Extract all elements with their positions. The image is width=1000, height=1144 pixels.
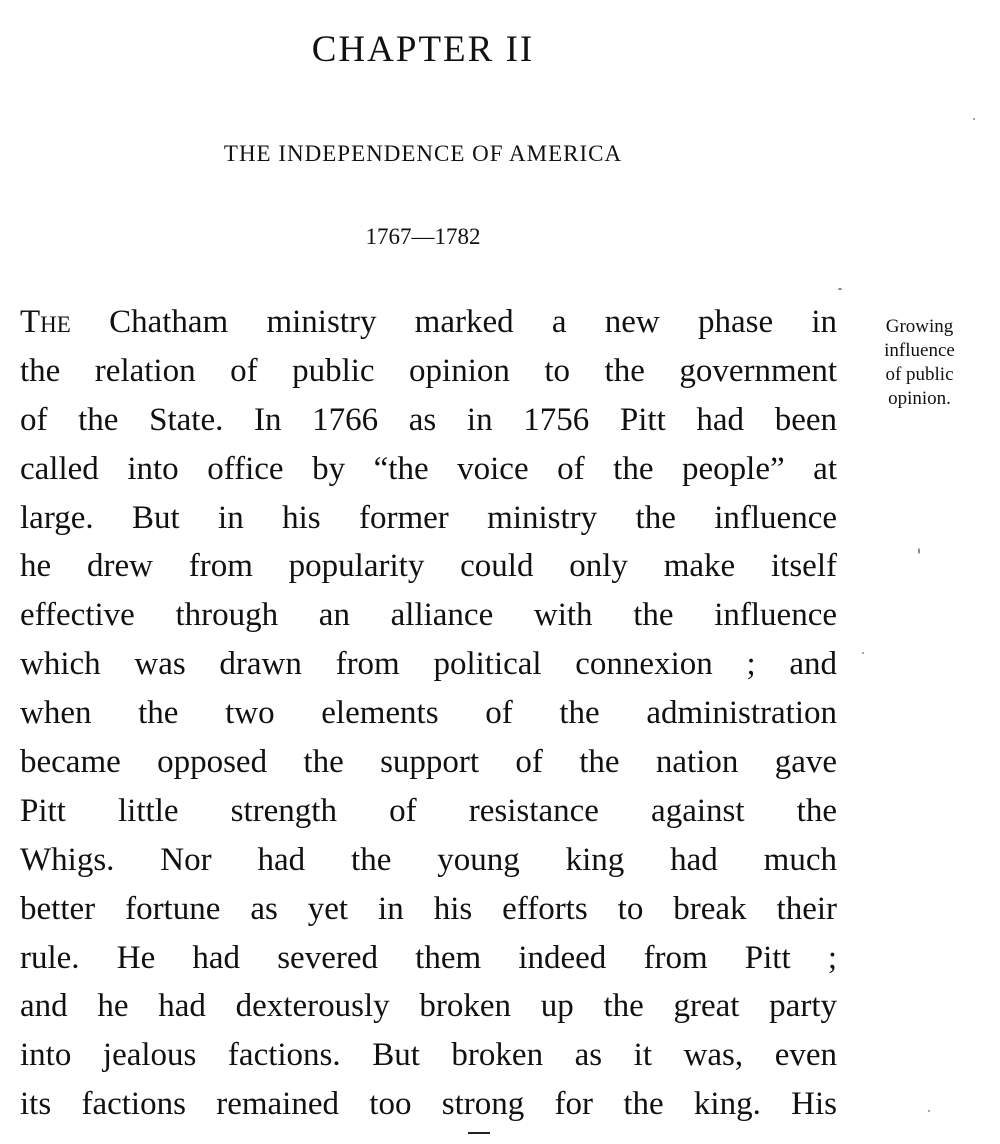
margin-note-line: influence [884, 340, 955, 361]
margin-note-line: Growing [885, 316, 954, 337]
scan-speck [862, 652, 864, 654]
scan-speck [918, 548, 920, 554]
chapter-dates: 1767—1782 [365, 224, 481, 249]
text-line: called into office by “the voice of the people” at [20, 450, 837, 487]
margin-note-line: opinion. [888, 388, 951, 409]
first-line-rest: Chatham ministry marked a new phase in [70, 304, 837, 340]
text-line: became opposed the support of the nation gave [20, 744, 837, 781]
margin-note [852, 315, 987, 411]
text-line: its factions remained too strong for the king. His [20, 1086, 837, 1123]
text-line: of the State. In 1766 as in 1756 Pitt had been [20, 401, 837, 438]
text-line: large. But in his former ministry the influence [20, 499, 837, 536]
text-line: and he had dexterously broken up the great party [20, 988, 837, 1025]
page-number-fragment [468, 1132, 490, 1144]
text-line: effective through an alliance with the influence [20, 597, 837, 634]
text-line: rule. He had severed them indeed from Pitt ; [20, 939, 837, 976]
text-line: he drew from popularity could only make itself [20, 548, 837, 585]
text-line: the relation of public opinion to the government [20, 352, 837, 389]
text-line [20, 298, 837, 347]
chapter-subtitle: THE INDEPENDENCE OF AMERICA [223, 141, 623, 166]
scan-speck [928, 1110, 930, 1112]
text-line: better fortune as yet in his efforts to break their [20, 890, 837, 927]
text-line: Pitt little strength of resistance against the [20, 792, 837, 829]
scan-speck [838, 288, 842, 290]
chapter-title: CHAPTER II [311, 29, 535, 70]
body-paragraph [20, 298, 837, 1129]
text-line: into jealous factions. But broken as it was, even [20, 1037, 837, 1074]
text-line: which was drawn from political connexion ; and [20, 646, 837, 683]
drop-word: The [20, 304, 71, 340]
text-line: when the two elements of the administration [20, 695, 837, 732]
margin-note-line: of public [885, 364, 954, 385]
scan-speck [973, 118, 975, 120]
text-line: Whigs. Nor had the young king had much [20, 841, 837, 878]
